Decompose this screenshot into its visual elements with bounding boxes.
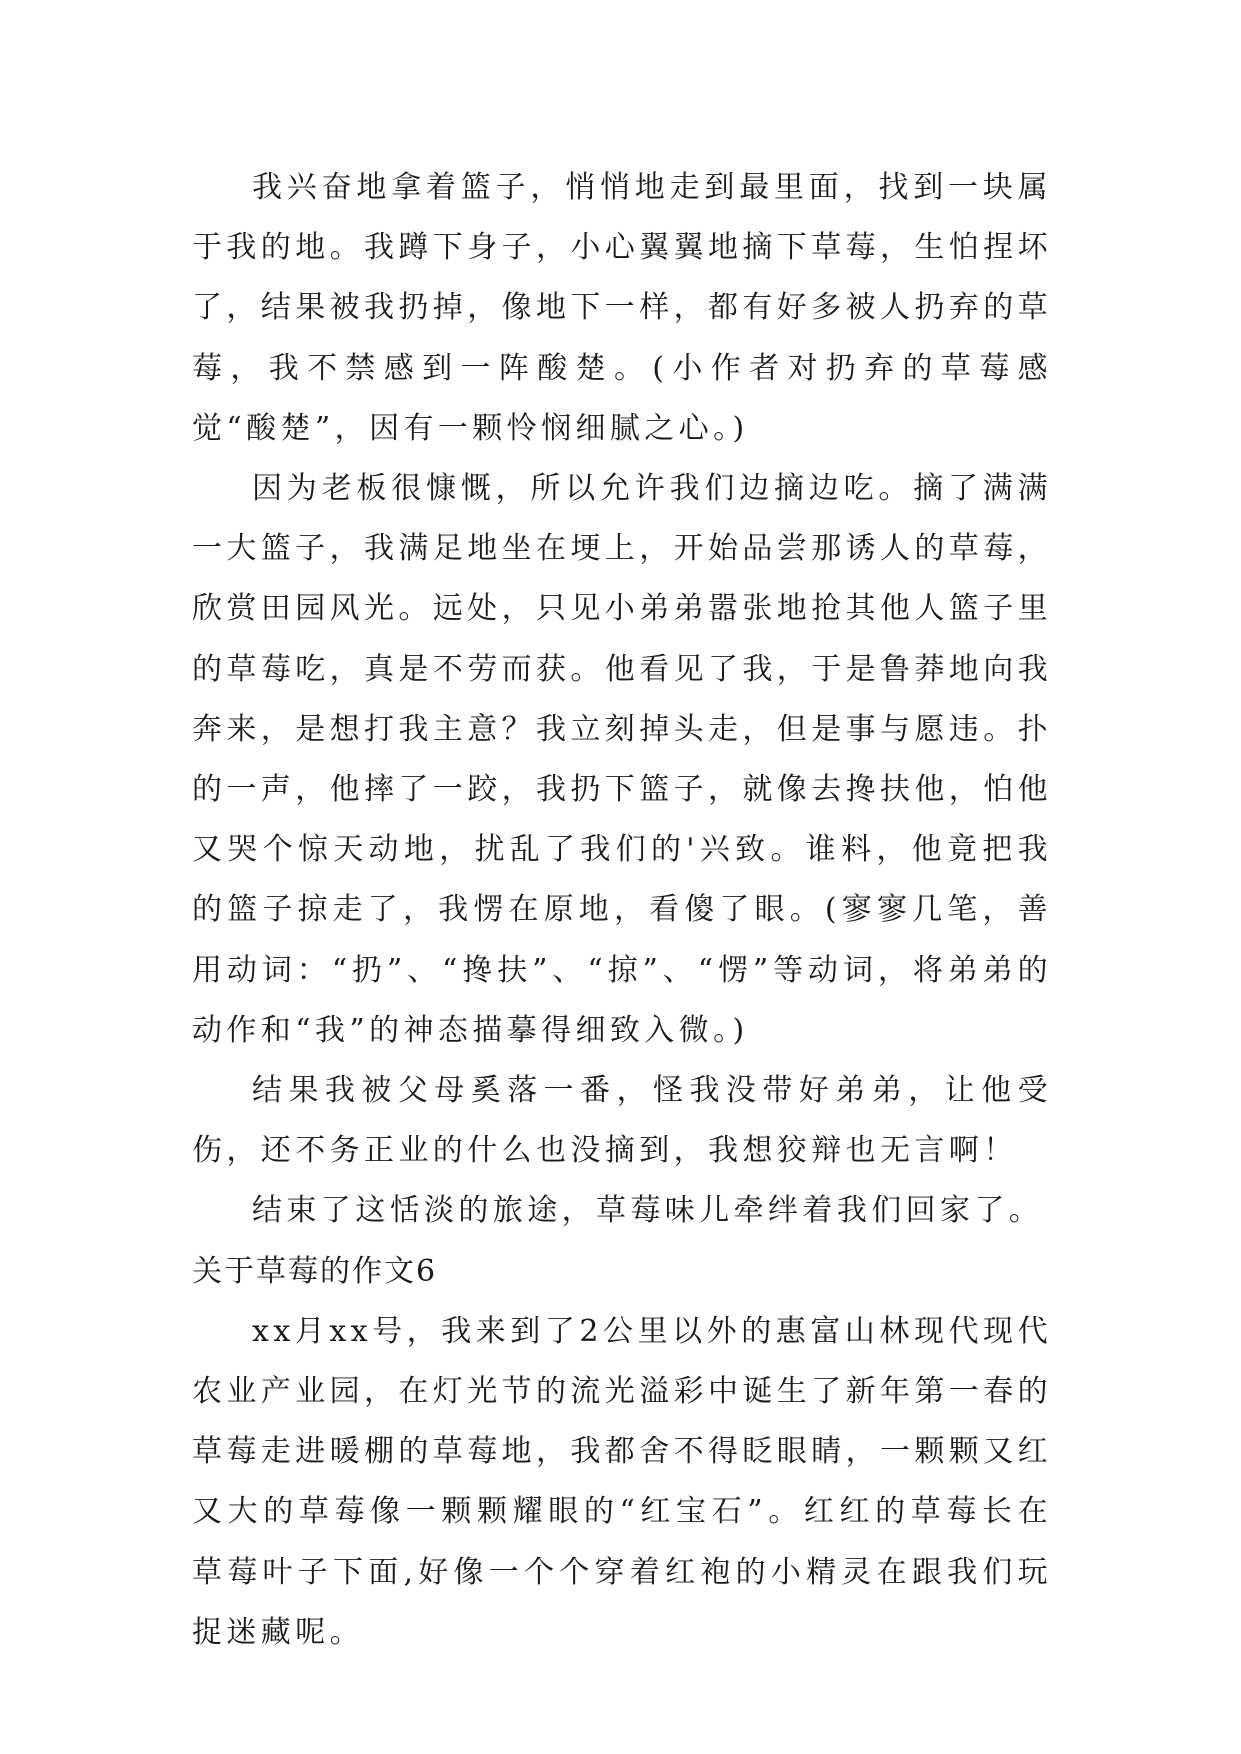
paragraph-picking-strawberries: 我兴奋地拿着篮子，悄悄地走到最里面，找到一块属于我的地。我蹲下身子，小心翼翼地摘下草莓，生怕捏坏了，结果被我扔掉，像地下一样，都有好多被人扔弃的草莓，我不禁感到一阵酸楚。(小作者对扔弃的草莓感觉“酸楚”，因有一颗怜悯细腻之心。): [192, 170, 1052, 446]
paragraph-little-brother: 因为老板很慷慨，所以允许我们边摘边吃。摘了满满一大篮子，我满足地坐在埂上，开始品尝那诱人的草莓，欣赏田园风光。远处，只见小弟弟嚣张地抢其他人篮子里的草莓吃，真是不劳而获。他看见了我，于是鲁莽地向我奔来，是想打我主意？我立刻掉头走，但是事与愿违。扑的一声，他摔了一跤，我扔下篮子，就像去搀扶他，怕他又哭个惊天动地，扰乱了我们的'兴致。谁料，他竟把我的篮子掠走了，我愣在原地，看傻了眼。(寥寥几笔，善用动词：“扔”、“搀扶”、“掠”、“愣”等动词，将弟弟的动作和“我”的神态描摹得细致入微。): [192, 471, 1052, 1048]
essay-heading: 关于草莓的作文6: [192, 1253, 438, 1289]
paragraph-going-home: 结束了这恬淡的旅途，草莓味儿牵绊着我们回家了。: [252, 1193, 1044, 1229]
paragraph-strawberry-farm: xx月xx号，我来到了2公里以外的惠富山林现代现代农业产业园，在灯光节的流光溢彩中诞生了新年第一春的草莓走进暖棚的草莓地，我都舍不得眨眼睛，一颗颗又红又大的草莓像一颗颗耀眼的“红宝石”。红红的草莓长在草莓叶子下面,好像一个个穿着红袍的小精灵在跟我们玩捉迷藏呢。: [192, 1313, 1052, 1650]
paragraph-scolded: 结果我被父母奚落一番，怪我没带好弟弟，让他受伤，还不务正业的什么也没摘到，我想狡辩也无言啊！: [192, 1073, 1052, 1169]
document-body: [192, 158, 1052, 1663]
